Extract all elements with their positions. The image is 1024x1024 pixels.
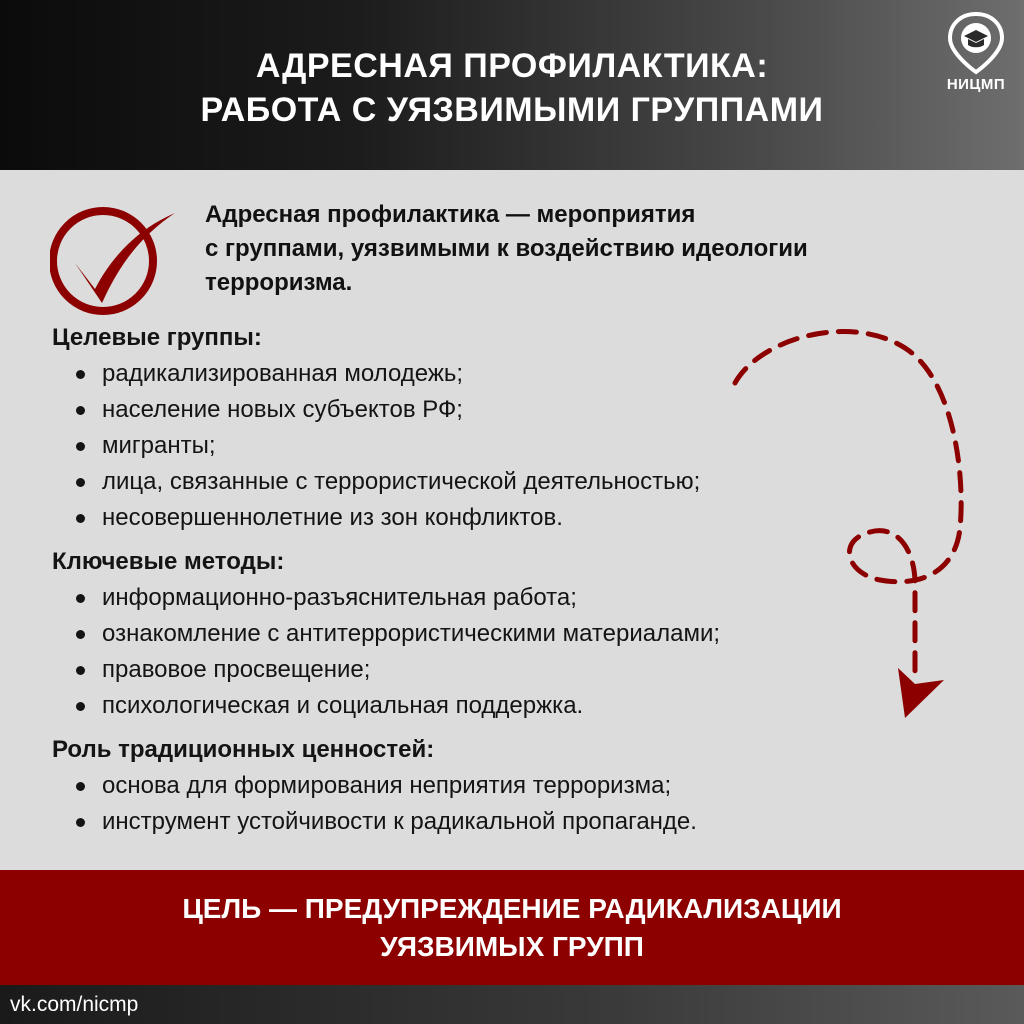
checkmark-icon bbox=[50, 205, 180, 315]
bullet-icon bbox=[76, 478, 85, 487]
bullet-icon bbox=[76, 630, 85, 639]
header bbox=[0, 0, 1024, 170]
list-item-text: лица, связанные с террористической деятельностью; bbox=[102, 468, 701, 495]
list-item-text: население новых субъектов РФ; bbox=[102, 396, 463, 423]
definition-line-2: с группами, уязвимыми к воздействию идеологии bbox=[205, 235, 808, 262]
bullet-icon bbox=[76, 370, 85, 379]
list-item-text: ознакомление с антитеррористическими материалами; bbox=[102, 620, 721, 647]
bullet-icon bbox=[76, 702, 85, 711]
bullet-icon bbox=[76, 594, 85, 603]
section-heading: Ключевые методы: bbox=[52, 548, 285, 575]
logo bbox=[936, 10, 1016, 100]
logo-icon bbox=[936, 10, 1016, 76]
bullet-icon bbox=[76, 666, 85, 675]
definition-text bbox=[205, 198, 965, 300]
list-item bbox=[52, 768, 932, 804]
list-item-text: психологическая и социальная поддержка. bbox=[102, 692, 584, 719]
goal-line-1: ЦЕЛЬ — ПРЕДУПРЕЖДЕНИЕ РАДИКАЛИЗАЦИИ bbox=[182, 892, 842, 924]
definition-line-3: терроризма. bbox=[205, 269, 353, 296]
list-item-text: мигранты; bbox=[102, 432, 216, 459]
list-item bbox=[52, 804, 932, 840]
list-item-text: радикализированная молодежь; bbox=[102, 360, 464, 387]
goal-banner bbox=[0, 870, 1024, 985]
section-heading: Роль традиционных ценностей: bbox=[52, 736, 435, 763]
title-line-2: РАБОТА С УЯЗВИМЫМИ ГРУППАМИ bbox=[200, 91, 824, 129]
bullet-icon bbox=[76, 818, 85, 827]
bullet-icon bbox=[76, 514, 85, 523]
dashed-arrow-icon bbox=[720, 318, 980, 728]
section-traditional-values bbox=[52, 732, 932, 840]
bullet-icon bbox=[76, 406, 85, 415]
footer-link[interactable]: vk.com/nicmp bbox=[10, 993, 139, 1016]
bullet-icon bbox=[76, 442, 85, 451]
list-item-text: правовое просвещение; bbox=[102, 656, 371, 683]
bullet-list bbox=[52, 768, 932, 840]
bullet-icon bbox=[76, 782, 85, 791]
section-heading: Целевые группы: bbox=[52, 324, 262, 351]
logo-text: НИЦМП bbox=[946, 76, 1006, 93]
footer bbox=[0, 985, 1024, 1024]
list-item-text: несовершеннолетние из зон конфликтов. bbox=[102, 504, 563, 531]
list-item-text: инструмент устойчивости к радикальной пропаганде. bbox=[102, 808, 697, 835]
definition-line-1: Адресная профилактика — мероприятия bbox=[205, 201, 696, 228]
goal-line-2: УЯЗВИМЫХ ГРУПП bbox=[380, 930, 644, 962]
title-line-1: АДРЕСНАЯ ПРОФИЛАКТИКА: bbox=[255, 47, 769, 85]
list-item-text: основа для формирования неприятия терроризма; bbox=[102, 772, 672, 799]
page-title bbox=[0, 44, 1024, 132]
list-item-text: информационно-разъяснительная работа; bbox=[102, 584, 577, 611]
